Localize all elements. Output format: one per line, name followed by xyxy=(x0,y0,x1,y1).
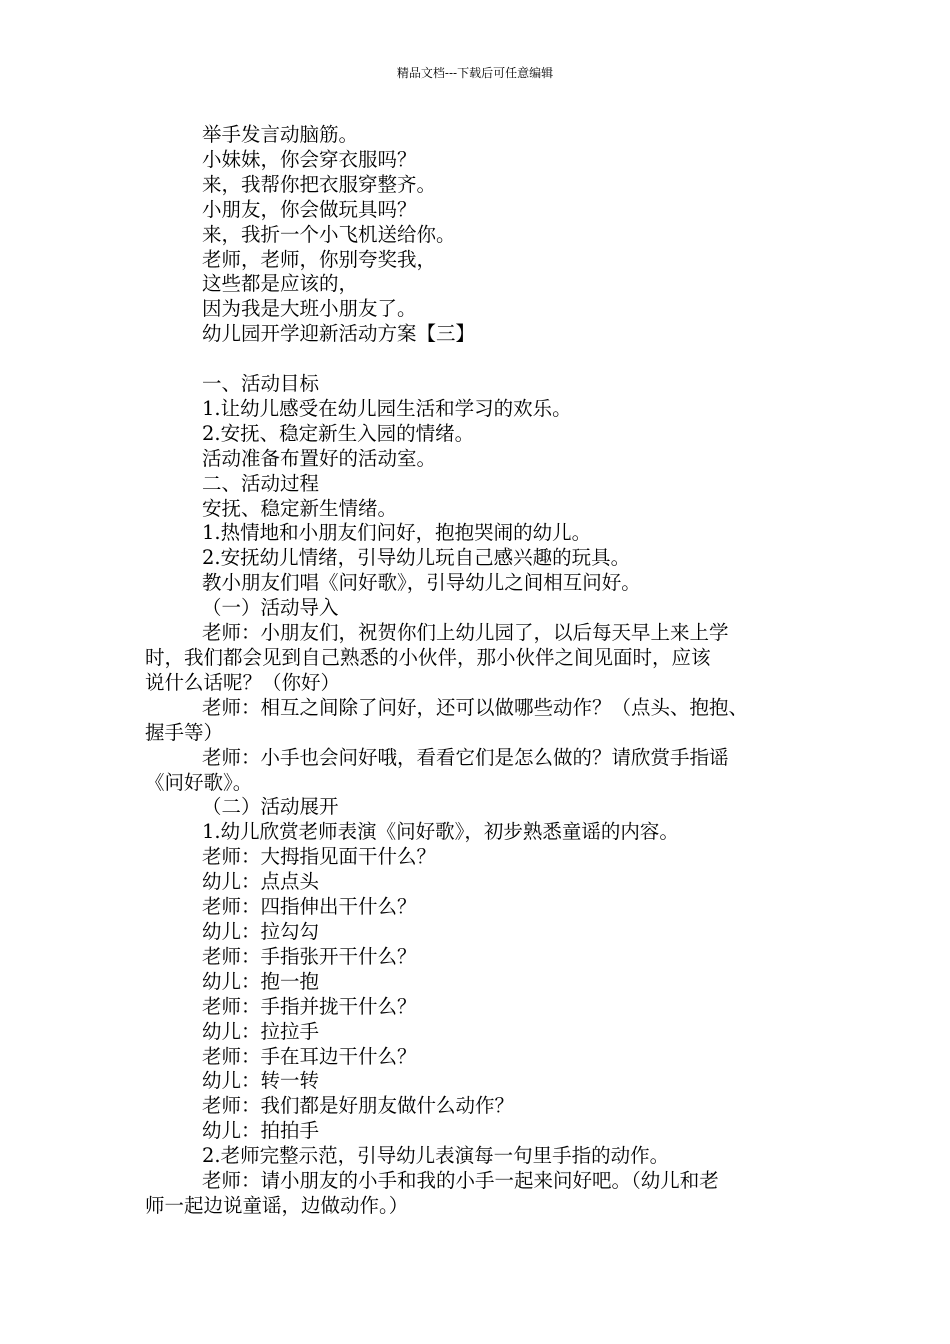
paragraph-line: 活动准备布置好的活动室。 xyxy=(202,446,437,470)
paragraph-line: 老师：小手也会问好哦，看看它们是怎么做的？请欣赏手指谣 xyxy=(202,745,729,769)
blank-line xyxy=(145,347,835,372)
paragraph-line: 幼儿：拉拉手 xyxy=(202,1019,320,1043)
paragraph-line: 来，我折一个小飞机送给你。 xyxy=(202,222,456,246)
paragraph-line: 安抚、稳定新生情绪。 xyxy=(202,496,398,520)
paragraph-line: 老师：我们都是好朋友做什么动作？ xyxy=(202,1094,515,1118)
paragraph-line: 2.安抚幼儿情绪，引导幼儿玩自己感兴趣的玩具。 xyxy=(202,546,631,570)
paragraph-line: 老师：大拇指见面干什么？ xyxy=(202,845,437,869)
paragraph-line: 幼儿：拍拍手 xyxy=(202,1119,320,1143)
paragraph-line: 老师：四指伸出干什么？ xyxy=(202,895,417,919)
paragraph-line: 幼儿：拉勾勾 xyxy=(202,919,320,943)
paragraph-continuation: 师一起边说童谣，边做动作。） xyxy=(145,1193,409,1217)
paragraph-line: 一、活动目标 xyxy=(202,372,320,396)
paragraph-line: 来，我帮你把衣服穿整齐。 xyxy=(202,172,437,196)
paragraph-line: 老师：小朋友们，祝贺你们上幼儿园了，以后每天早上来上学 xyxy=(202,621,729,645)
paragraph-continuation: 《问好歌》。 xyxy=(145,770,253,794)
paragraph-line: 幼儿：点点头 xyxy=(202,870,320,894)
page-header: 精品文档---下载后可任意编辑 xyxy=(396,66,554,80)
paragraph-line: 举手发言动脑筋。 xyxy=(202,123,359,146)
paragraph-line: （一）活动导入 xyxy=(202,596,339,620)
paragraph-line: 1.幼儿欣赏老师表演《问好歌》，初步熟悉童谣的内容。 xyxy=(202,820,679,844)
paragraph-line: 幼儿园开学迎新活动方案【三】 xyxy=(202,322,476,346)
paragraph-continuation: 说什么话呢？（你好） xyxy=(145,670,341,694)
paragraph-line: 幼儿：抱一抱 xyxy=(202,969,320,993)
paragraph-continuation: 握手等） xyxy=(145,720,224,744)
paragraph-line: 小妹妹，你会穿衣服吗？ xyxy=(202,147,417,171)
paragraph-line: 因为我是大班小朋友了。 xyxy=(202,297,417,321)
paragraph-line: 老师：手指并拢干什么？ xyxy=(202,994,417,1018)
paragraph-line: 老师：相互之间除了问好，还可以做哪些动作？（点头、抱抱、 xyxy=(202,695,749,719)
paragraph-line: 2.安抚、稳定新生入园的情绪。 xyxy=(202,421,475,445)
paragraph-line: 1.热情地和小朋友们问好，抱抱哭闹的幼儿。 xyxy=(202,521,592,545)
document-body xyxy=(145,123,835,1219)
paragraph-line: 老师：手在耳边干什么？ xyxy=(202,1044,417,1068)
paragraph-line: 2.老师完整示范，引导幼儿表演每一句里手指的动作。 xyxy=(202,1144,670,1168)
paragraph-line: 二、活动过程 xyxy=(202,471,320,495)
paragraph-line: 老师：请小朋友的小手和我的小手一起来问好吧。（幼儿和老 xyxy=(202,1169,719,1193)
paragraph-line: 老师，老师，你别夸奖我， xyxy=(202,247,437,271)
paragraph-line: 小朋友，你会做玩具吗？ xyxy=(202,197,417,221)
paragraph-line: 老师：手指张开干什么？ xyxy=(202,944,417,968)
paragraph-line: 教小朋友们唱《问好歌》，引导幼儿之间相互问好。 xyxy=(202,571,641,595)
paragraph-line: 这些都是应该的， xyxy=(202,272,359,296)
paragraph-line: （二）活动展开 xyxy=(202,795,339,819)
paragraph-line: 幼儿：转一转 xyxy=(202,1069,320,1093)
paragraph-line: 1.让幼儿感受在幼儿园生活和学习的欢乐。 xyxy=(202,396,572,420)
paragraph-continuation: 时，我们都会见到自己熟悉的小伙伴，那小伙伴之间见面时，应该 xyxy=(145,646,711,670)
